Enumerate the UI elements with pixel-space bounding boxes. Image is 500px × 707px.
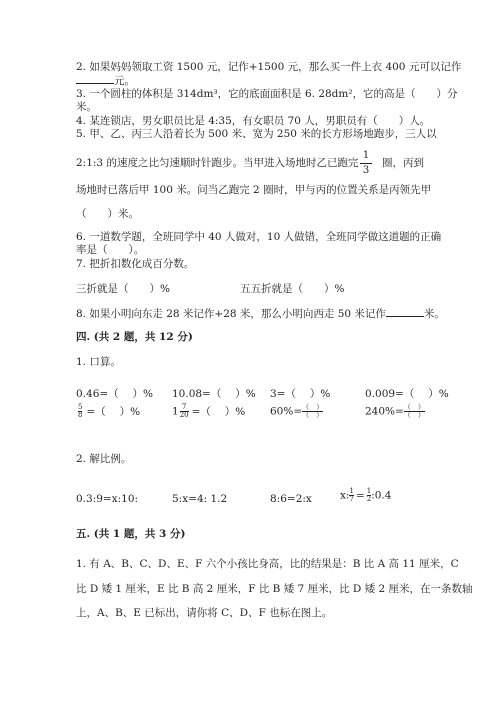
question-5-text-3: 圈，丙到 bbox=[382, 157, 424, 169]
calc-item-text: 3=（ ）% bbox=[270, 388, 331, 400]
question-4-text: 4. 某连锁店，男女职员比是 4:35，有女职员 70 人，男职员有（ ）人。 bbox=[76, 115, 431, 127]
question-8-unit: 米。 bbox=[423, 308, 445, 320]
question-5-line-1 bbox=[76, 127, 437, 141]
question-7-title bbox=[76, 257, 194, 271]
calc-item-text: 0.46=（ ）% bbox=[76, 388, 153, 400]
proportion-text: 5:x=4: 1.2 bbox=[172, 493, 228, 505]
question-7-b-text: 五五折就是（ ）% bbox=[240, 283, 345, 295]
section-5-q1-text: 1. 有 A、B、C、D、E、F 六个小孩比身高，比的结果是：B 比 A 高 11 厘米，C bbox=[76, 558, 459, 570]
question-5-text-2: 2:1:3 的速度之比匀速顺时针跑步。当甲进入场地时乙已跑完 bbox=[76, 157, 359, 169]
fraction-numerator: 7 bbox=[181, 403, 187, 411]
proportion-text: :0.4 bbox=[371, 489, 392, 502]
question-5-text-5: （ ）米。 bbox=[76, 208, 139, 220]
question-8 bbox=[76, 306, 445, 321]
section-4-title bbox=[76, 330, 193, 344]
section-4-q2-title bbox=[76, 452, 131, 466]
section-5-q1-line-3 bbox=[76, 606, 332, 620]
fraction-one-third bbox=[360, 150, 372, 177]
question-3-unit: 米。 bbox=[76, 101, 97, 113]
section-4-q2-text: 2. 解比例。 bbox=[76, 453, 132, 465]
whole-number: 1 bbox=[172, 405, 179, 418]
calc-item-text: 0.009=（ ）% bbox=[365, 388, 449, 400]
fraction-numerator: （ ） bbox=[302, 403, 324, 411]
fraction-numerator: 1 bbox=[366, 487, 372, 495]
question-2-line-1 bbox=[76, 60, 461, 74]
section-5-title-text: 五. (共 1 题，共 3 分) bbox=[76, 528, 186, 540]
answer-fraction[interactable] bbox=[404, 404, 425, 419]
section-4-q1-title bbox=[76, 355, 121, 369]
proportion-item bbox=[270, 492, 312, 506]
fraction-denominator: 8 bbox=[78, 411, 83, 419]
fraction-denominator: （ ） bbox=[403, 411, 425, 419]
question-3-text: 3. 一个圆柱的体积是 314dm³，它的底面面积是 6. 28dm²，它的高是（ ）分 bbox=[76, 88, 458, 100]
question-7-item-b bbox=[240, 282, 344, 296]
section-5-title bbox=[76, 527, 185, 541]
proportion-item-fraction bbox=[340, 488, 391, 503]
calc-item-fraction bbox=[78, 404, 140, 419]
section-5-q1-line-2 bbox=[76, 582, 473, 596]
question-6-text-2: 率是（ ）。 bbox=[76, 244, 145, 256]
fraction-denominator: 2 bbox=[366, 495, 372, 503]
fraction-denominator: 3 bbox=[362, 165, 370, 176]
section-5-q1-text-3: 上，A、B、E 已标出，请你将 C、D、F 也标在图上。 bbox=[76, 607, 333, 619]
question-2-text: 2. 如果妈妈领取工资 1500 元，记作+1500 元，那么买一件上衣 400 元可以记作 bbox=[76, 61, 462, 73]
question-6-line-2 bbox=[76, 243, 144, 257]
question-5-line-2-end bbox=[382, 156, 424, 170]
calc-item-text: 10.08=（ ）% bbox=[172, 388, 256, 400]
question-5-text-4: 场地时已落后甲 100 米。问当乙跑完 2 圈时，甲与丙的位置关系是丙领先甲 bbox=[76, 184, 432, 196]
question-7-item-a bbox=[76, 282, 170, 296]
question-3-line-1 bbox=[76, 87, 458, 101]
fraction-numerator: 1 bbox=[362, 150, 370, 161]
proportion-item bbox=[76, 492, 138, 506]
fraction-denominator: 20 bbox=[179, 411, 189, 419]
calc-item bbox=[365, 387, 449, 401]
calc-item-text: 60%= bbox=[270, 405, 303, 418]
question-5-line-3 bbox=[76, 183, 431, 197]
answer-blank[interactable] bbox=[76, 73, 114, 84]
fraction bbox=[180, 404, 189, 419]
answer-blank[interactable] bbox=[386, 306, 424, 317]
calc-item bbox=[76, 387, 153, 401]
section-5-q1-text-2: 比 D 矮 1 厘米，E 比 B 高 2 厘米，F 比 B 矮 7 厘米，比 D 矮 2 厘米，在一条数轴 bbox=[76, 583, 473, 595]
fraction-denominator: （ ） bbox=[302, 411, 324, 419]
proportion-text: 0.3:9=x:10: bbox=[76, 493, 139, 505]
proportion-text: 8:6=2:x bbox=[270, 493, 312, 505]
fraction-denominator: 7 bbox=[349, 495, 354, 503]
question-7-a-text: 三折就是（ ）% bbox=[76, 283, 170, 295]
question-4 bbox=[76, 114, 430, 128]
proportion-text: x: bbox=[340, 489, 350, 502]
equals-sign: = bbox=[355, 489, 365, 502]
calc-item-text: 240%= bbox=[365, 405, 404, 418]
question-8-text: 8. 如果小明向东走 28 米记作+28 米，那么小明向西走 50 米记作 bbox=[76, 308, 386, 320]
question-5-line-4 bbox=[76, 207, 139, 221]
calc-item bbox=[270, 387, 330, 401]
fraction-numerator: 5 bbox=[78, 403, 83, 411]
section-4-title-text: 四. (共 2 题，共 12 分) bbox=[76, 331, 193, 343]
calc-item-mixed-fraction bbox=[172, 404, 245, 419]
question-6-text: 6. 一道数学题，全班同学中 40 人做对，10 人做错，全班同学做这道题的正确 bbox=[76, 231, 442, 243]
calc-item-text: =（ ）% bbox=[86, 405, 141, 418]
fraction bbox=[78, 404, 82, 419]
question-5-text: 5. 甲、乙、丙三人沿着长为 500 米、宽为 250 米的长方形场地跑步，三人以 bbox=[76, 128, 437, 140]
fraction-numerator: 1 bbox=[349, 487, 354, 495]
question-7-text: 7. 把折扣数化成百分数。 bbox=[76, 258, 195, 270]
question-6-line-1 bbox=[76, 230, 441, 244]
question-3-line-2 bbox=[76, 100, 97, 114]
proportion-item bbox=[172, 492, 227, 506]
question-2-line-2 bbox=[76, 73, 135, 88]
section-5-q1-line-1 bbox=[76, 557, 459, 571]
answer-fraction[interactable] bbox=[302, 404, 323, 419]
question-2-unit: 元。 bbox=[114, 75, 135, 87]
calc-item-percent-fraction bbox=[365, 404, 425, 419]
fraction bbox=[349, 488, 353, 503]
calc-item-percent-fraction bbox=[270, 404, 323, 419]
question-5-line-2 bbox=[76, 156, 358, 170]
fraction-numerator: （ ） bbox=[403, 403, 425, 411]
section-4-q1-text: 1. 口算。 bbox=[76, 356, 121, 368]
calc-item-text: =（ ）% bbox=[191, 405, 246, 418]
calc-item bbox=[172, 387, 256, 401]
